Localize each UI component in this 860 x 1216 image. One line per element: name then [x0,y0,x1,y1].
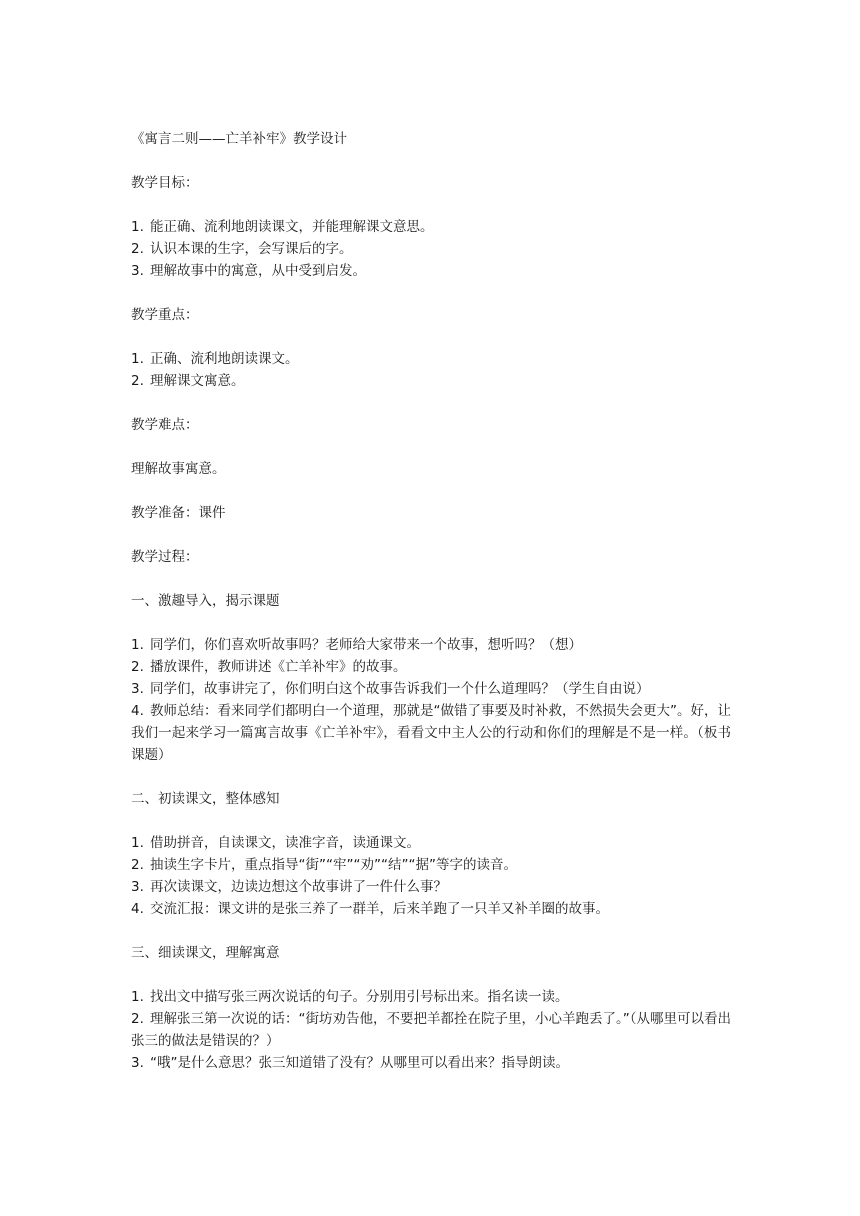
objectives-heading: 教学目标： [131,175,199,191]
item-number: 1. [131,989,144,1005]
list-item [131,656,731,678]
section3-list [131,986,731,1074]
item-number: 1. [131,219,144,235]
preparation-line: 教学准备：课件 [131,505,226,521]
list-item [131,634,731,656]
list-item [131,700,731,766]
item-number: 1. [131,835,144,851]
section1-heading: 一、激趣导入，揭示课题 [131,593,280,609]
spacer [131,326,731,348]
list-item [131,348,731,370]
document-page [131,128,731,1074]
section2-heading: 二、初读课文，整体感知 [131,791,280,807]
section2-list [131,832,731,920]
item-number: 2. [131,241,144,257]
item-text: 理解故事中的寓意，从中受到启发。 [150,263,366,279]
item-text: 播放课件，教师讲述《亡羊补牢》的故事。 [150,659,407,675]
process-heading: 教学过程： [131,549,199,565]
list-item [131,832,731,854]
item-text: “哦”是什么意思？张三知道错了没有？从哪里可以看出来？指导朗读。 [150,1055,569,1071]
list-item [131,678,731,700]
key-points-list [131,348,731,392]
item-text: 借助拼音，自读课文，读准字音，读通课文。 [150,835,420,851]
item-text: 理解张三第一次说的话：“街坊劝告他，不要把羊都拴在院子里，小心羊跑丢了。”（从哪里可以看出张三的做法是错误的？） [131,1011,731,1049]
key-points-heading: 教学重点： [131,307,199,323]
item-text: 认识本课的生字，会写课后的字。 [150,241,353,257]
item-text: 教师总结：看来同学们都明白一个道理，那就是“做错了事要及时补救，不然损失会更大”。好，让我们一起来学习一篇寓言故事《亡羊补牢》，看看文中主人公的行动和你们的理解是不是一样。（板书课题） [131,703,731,763]
list-item [131,260,731,282]
item-number: 1. [131,351,144,367]
spacer [131,436,731,458]
item-number: 2. [131,1011,144,1027]
item-number: 3. [131,1055,144,1071]
spacer [131,524,731,546]
list-item [131,854,731,876]
spacer [131,964,731,986]
spacer [131,480,731,502]
list-item [131,1052,731,1074]
item-text: 找出文中描写张三两次说话的句子。分别用引号标出来。指名读一读。 [150,989,569,1005]
item-number: 3. [131,879,144,895]
difficulty-heading: 教学难点： [131,417,199,433]
item-number: 4. [131,703,144,719]
item-number: 1. [131,637,144,653]
item-number: 4. [131,901,144,917]
list-item [131,216,731,238]
objectives-list [131,216,731,282]
item-number: 2. [131,373,144,389]
item-number: 2. [131,857,144,873]
item-text: 理解课文寓意。 [150,373,245,389]
section1-list [131,634,731,766]
item-text: 交流汇报：课文讲的是张三养了一群羊，后来羊跑了一只羊又补羊圈的故事。 [150,901,609,917]
item-number: 3. [131,681,144,697]
spacer [131,612,731,634]
item-text: 再次读课文，边读边想这个故事讲了一件什么事？ [150,879,447,895]
spacer [131,766,731,788]
spacer [131,920,731,942]
difficulty-text: 理解故事寓意。 [131,461,226,477]
list-item [131,986,731,1008]
list-item [131,898,731,920]
list-item [131,370,731,392]
list-item [131,238,731,260]
spacer [131,810,731,832]
list-item [131,876,731,898]
item-number: 2. [131,659,144,675]
spacer [131,194,731,216]
item-text: 正确、流利地朗读课文。 [150,351,299,367]
spacer [131,282,731,304]
spacer [131,568,731,590]
list-item [131,1008,731,1052]
spacer [131,392,731,414]
document-title: 《寓言二则——亡羊补牢》教学设计 [131,131,347,147]
item-text: 同学们，你们喜欢听故事吗？老师给大家带来一个故事，想听吗？（想） [150,637,582,653]
item-number: 3. [131,263,144,279]
item-text: 抽读生字卡片，重点指导“街”“牢”“劝”“结”“据”等字的读音。 [150,857,517,873]
spacer [131,150,731,172]
section3-heading: 三、细读课文，理解寓意 [131,945,280,961]
item-text: 能正确、流利地朗读课文，并能理解课文意思。 [150,219,434,235]
item-text: 同学们，故事讲完了，你们明白这个故事告诉我们一个什么道理吗？（学生自由说） [150,681,650,697]
